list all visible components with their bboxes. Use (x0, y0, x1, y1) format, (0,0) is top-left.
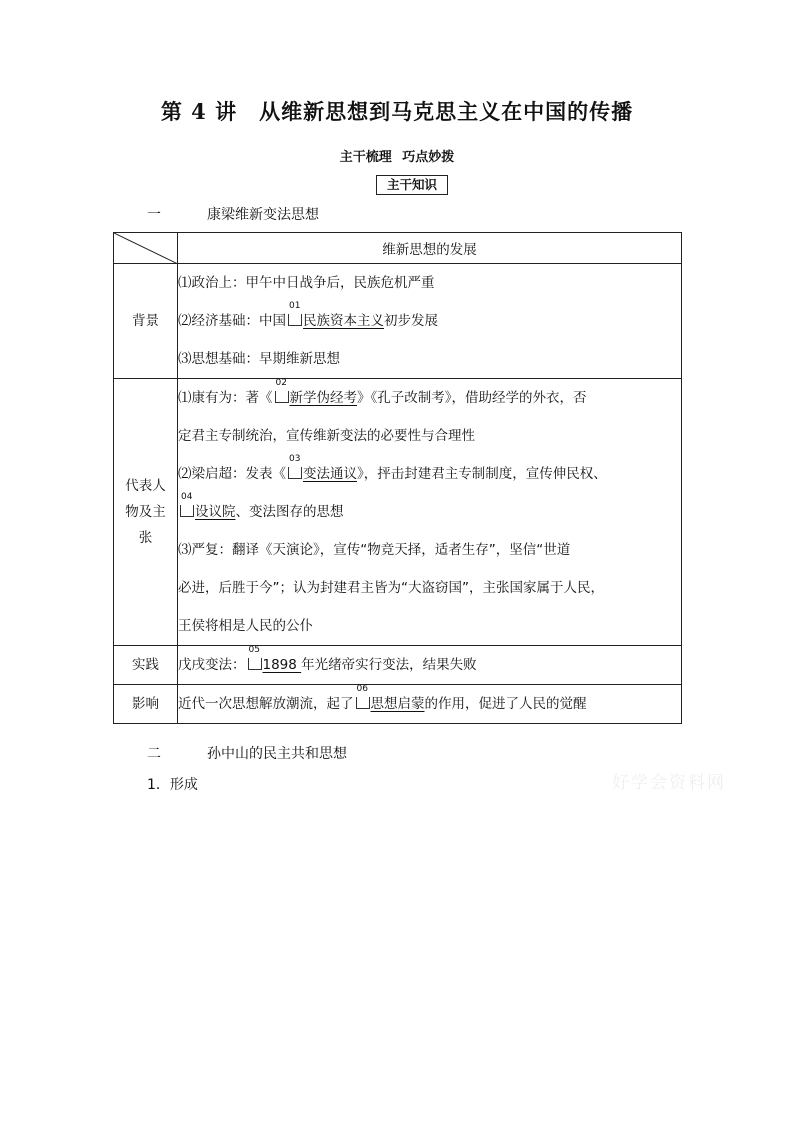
answer-blank-marker-icon: 02 (275, 391, 289, 403)
answer-blank-marker-icon: 06 (356, 697, 370, 709)
table-header: 维新思想的发展 (178, 233, 682, 264)
key-term: 新学伪经考 (289, 390, 357, 406)
row-content-representatives (178, 379, 682, 646)
answer-blank-marker-icon: 03 (288, 467, 302, 479)
content-line: ⑴康有为：著《 02 新学伪经考》《孔子改制考》，借助经学的外衣，否 (178, 378, 587, 406)
key-term: 变法通议 (303, 466, 357, 482)
content-line: 王侯将相是人民的公仆 (178, 618, 313, 634)
row-content-background (178, 264, 682, 379)
content-line: ⑵经济基础：中国 01 民族资本主义初步发展 (178, 301, 438, 329)
table-row-representatives (114, 379, 682, 646)
content-line: ⑶思想基础：早期维新思想 (178, 351, 340, 367)
table-corner-cell (114, 233, 178, 264)
content-line: ⑵梁启超：发表《 03 变法通议》，抨击封建君主专制制度，宣传伸民权、 (178, 454, 607, 482)
box-label: 主干知识 (376, 175, 448, 195)
row-label-background: 背景 (114, 264, 178, 379)
section-heading-1 (147, 204, 319, 224)
content-line: ⑶严复：翻译《天演论》，宣传“物竞天择，适者生存”，坚信“世道 (178, 542, 571, 558)
section-number: 一 (147, 207, 161, 223)
table-header-row (114, 233, 682, 264)
content-line: 必进，后胜于今”；认为封建君主皆为“大盗窃国”，主张国家属于人民， (178, 580, 604, 596)
row-label-practice: 实践 (114, 646, 178, 685)
content-line: ⑴政治上：甲午中日战争后，民族危机严重 (178, 275, 435, 291)
table-row-practice (114, 646, 682, 685)
subtitle-left: 主干梳理 (339, 150, 392, 165)
section-number: 二 (147, 746, 161, 762)
key-term: 民族资本主义 (303, 313, 384, 329)
content-line: 04 设议院、变法图存的思想 (181, 492, 344, 520)
row-label-representatives: 代表人 物及主 张 (114, 379, 178, 646)
table-row-influence (114, 685, 682, 724)
section-title: 康梁维新变法思想 (207, 207, 319, 223)
content-line: 近代一次思想解放潮流，起了 06 思想启蒙的作用，促进了人民的觉醒 (178, 684, 587, 712)
row-content-influence (178, 685, 682, 724)
subsection-heading: 1．形成 (147, 777, 198, 793)
row-content-practice (178, 646, 682, 685)
page-title: 第 4 讲 从维新思想到马克思主义在中国的传播 (160, 99, 634, 124)
subtitle-right: 巧点妙拨 (402, 150, 455, 165)
watermark: 好学会资料网 (612, 773, 726, 793)
diagonal-line (114, 233, 178, 264)
subtitle (0, 146, 794, 165)
answer-blank-marker-icon: 04 (180, 505, 194, 517)
answer-blank-marker-icon: 05 (248, 658, 262, 670)
table-row-background (114, 264, 682, 379)
reform-thought-table (113, 232, 682, 724)
content-line: 戊戌变法： 05 1898 年光绪帝实行变法，结果失败 (178, 645, 477, 673)
key-term: 思想启蒙 (370, 696, 425, 712)
answer-blank-marker-icon: 01 (288, 314, 302, 326)
section-heading-2 (147, 743, 347, 763)
row-label-influence: 影响 (114, 685, 178, 724)
content-line: 定君主专制统治，宣传维新变法的必要性与合理性 (178, 428, 475, 444)
section-title: 孙中山的民主共和思想 (207, 746, 347, 762)
key-term: 1898 (262, 657, 302, 673)
key-term: 设议院 (195, 504, 236, 520)
